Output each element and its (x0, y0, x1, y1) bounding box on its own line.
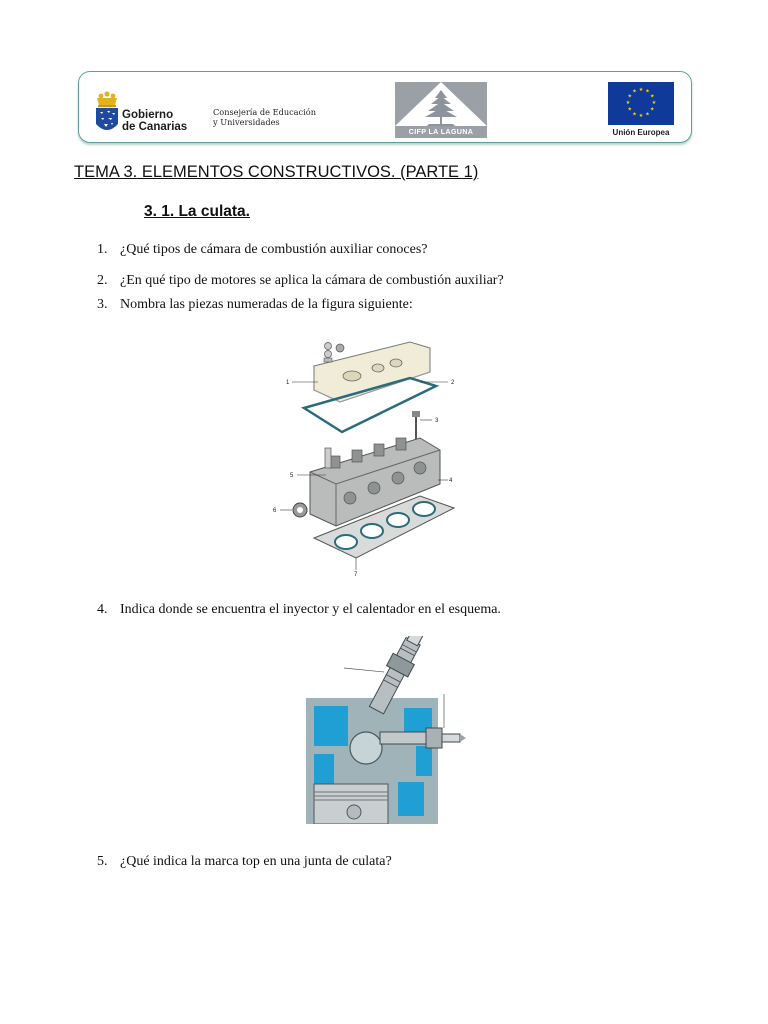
question-item (97, 602, 501, 618)
consejeria-line1: Consejería de Educación (213, 107, 316, 117)
consejeria-logo-text (213, 108, 316, 127)
svg-text:★: ★ (627, 106, 632, 113)
question-number: 3. (97, 297, 108, 312)
question-number: 4. (97, 602, 108, 617)
svg-text:★: ★ (645, 111, 650, 118)
gobierno-canarias-logo-text (122, 109, 187, 133)
question-number: 5. (97, 854, 108, 869)
part-label-6: 6 (273, 508, 277, 514)
question-item (97, 273, 504, 289)
cylinder-head-exploded-diagram (270, 336, 478, 580)
document-title: TEMA 3. ELEMENTOS CONSTRUCTIVOS. (PARTE 1) (74, 163, 479, 181)
svg-text:★: ★ (651, 100, 657, 106)
part-label-3: 3 (435, 418, 439, 424)
question-text: Nombra las piezas numeradas de la figura siguiente: (120, 297, 413, 312)
eu-label: Unión Europea (612, 128, 670, 137)
cifp-label: CIFP LA LAGUNA (408, 127, 474, 136)
question-text: ¿En qué tipo de motores se aplica la cámara de combustión auxiliar? (120, 273, 504, 288)
gobierno-line1: Gobierno (122, 109, 174, 121)
part-label-4: 4 (449, 478, 453, 484)
part-label-2: 2 (451, 380, 455, 386)
svg-text:★: ★ (632, 111, 637, 118)
gobierno-canarias-crest-icon (93, 90, 121, 138)
part-label-1: 1 (286, 380, 290, 386)
question-text: Indica donde se encuentra el inyector y el calentador en el esquema. (120, 602, 501, 617)
question-number: 1. (97, 242, 108, 257)
question-text: ¿Qué tipos de cámara de combustión auxiliar conoces? (120, 242, 428, 257)
section-heading: 3. 1. La culata. (144, 203, 250, 220)
question-number: 2. (97, 273, 108, 288)
eu-flag-icon (608, 82, 674, 125)
svg-text:★: ★ (627, 93, 632, 100)
part-label-7: 7 (354, 572, 358, 578)
part-label-5: 5 (290, 473, 294, 479)
svg-text:★: ★ (638, 113, 644, 119)
question-text: ¿Qué indica la marca top en una junta de culata? (120, 854, 392, 869)
question-item (97, 297, 413, 313)
svg-text:★: ★ (645, 88, 650, 95)
institutional-header (78, 71, 692, 143)
svg-text:★: ★ (650, 93, 655, 100)
question-item (97, 854, 392, 870)
gobierno-line2: de Canarias (122, 121, 188, 133)
question-item (97, 242, 428, 258)
svg-text:★: ★ (625, 100, 631, 106)
svg-text:★: ★ (650, 106, 655, 113)
svg-text:★: ★ (632, 88, 637, 95)
svg-text:★: ★ (638, 87, 644, 93)
consejeria-line2: y Universidades (213, 116, 280, 127)
injector-glowplug-cross-section-diagram (304, 636, 474, 824)
